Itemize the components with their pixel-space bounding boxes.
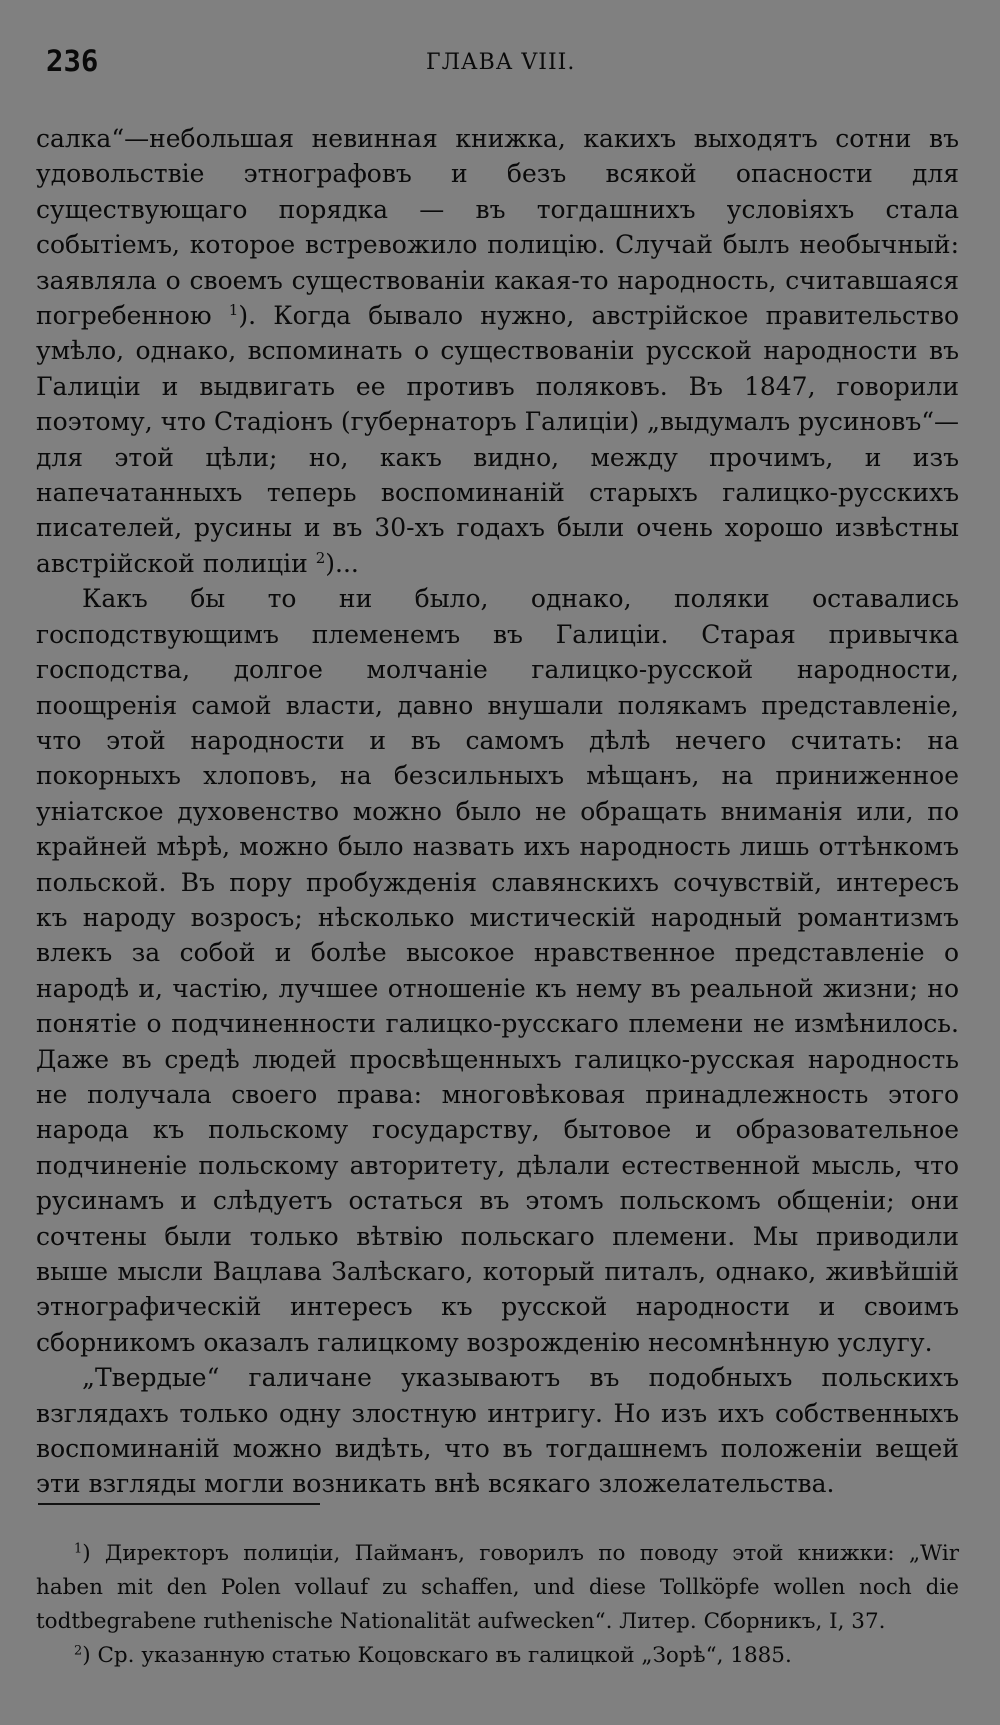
page-number: 236 — [46, 44, 99, 78]
footnote-ref-1-paren: ) — [238, 301, 249, 331]
paragraph-1-tail: . Когда бывало нужно, австрiйское правительство умѣло, однако, вспоминать о существованiи русской народности въ Галицiи и выдвигать ее противъ поляковъ. Въ 1847, говорили поэтому, что Стадiонъ (губернаторъ Галицiи) „выдумалъ русиновъ“—для этой цѣли; но, какъ видно, между прочимъ, и изъ напечатанныхъ теперь воспоминанiй старыхъ галицко-русскихъ писателей, русины и въ 30-хъ годахъ были очень хорошо извѣстны австрiйской полицiи — [36, 301, 959, 578]
footnote-1-paren: ) — [82, 1541, 105, 1566]
footnotes — [36, 1537, 959, 1673]
footnote-ref-1: 1 — [228, 301, 239, 320]
paragraph-1 — [36, 121, 959, 581]
page-header — [46, 44, 950, 84]
footnote-1 — [36, 1537, 959, 1639]
footnote-1-mark: 1 — [74, 1541, 83, 1557]
paragraph-3: „Твердые“ галичане указываютъ въ подобныхъ польскихъ взглядахъ только одну злостную интригу. Но изъ ихъ собственныхъ воспоминанiй можно видѣть, что въ тогдашнемъ положенiи вещей эти взгляды могли возникать внѣ всякаго зложелательства. — [36, 1363, 959, 1499]
body-text — [36, 121, 959, 1502]
footnote-2-mark: 2 — [74, 1643, 83, 1659]
footnote-ref-2: 2 — [315, 548, 326, 567]
paragraph-1-text: салка“—небольшая невинная книжка, какихъ выходятъ сотни въ удовольствiе этнографовъ и безъ всякой опасности для существующаго порядка — въ тогдашнихъ условiяхъ стала событiемъ, которое встревожило полицiю. Случай былъ необычный: заявляла о своемъ существованiи какая-то народность, считавшаяся погребенною — [36, 124, 959, 331]
footnote-2-paren: ) — [82, 1643, 98, 1668]
footnote-1-text: Директоръ полицiи, Пайманъ, говорилъ по поводу этой книжки: „Wir haben mit den Polen vollauf zu schaffen, und diese Tollköpfe wollen noch die todtbegrabene ruthenische Nationalität aufwecken“. Литер. Сборникъ, I, 37. — [36, 1541, 959, 1634]
paragraph-2: Какъ бы то ни было, однако, поляки оставались господствующимъ племенемъ въ Галицiи. Старая привычка господства, долгое молчанiе галицко-русской народности, поощренiя самой власти, давно внушали полякамъ представленiе, что этой народности и въ самомъ дѣлѣ нечего считать: на покорныхъ хлоповъ, на безсильныхъ мѣщанъ, на приниженное унiатское духовенство можно было не обращать вниманiя или, по крайней мѣрѣ, можно было назвать ихъ народность лишь оттѣнкомъ польской. Въ пору пробужденiя славянскихъ сочувствiй, интересъ къ народу возросъ; нѣсколько мистическiй народный романтизмъ влекъ за собой и болѣе высокое нравственное представленiе о народѣ и, частiю, лучшее отношенiе къ нему въ реальной жизни; но понятiе о подчиненности галицко-русскаго племени не измѣнилось. Даже въ средѣ людей просвѣщенныхъ галицко-русская народность не получала своего права: многовѣковая принадлежность этого народа къ польскому государству, бытовое и образовательное подчиненiе польскому авторитету, дѣлали естественной мысль, что русинамъ и слѣдуетъ остаться въ этомъ польскомъ общенiи; они сочтены были только вѣтвiю польскаго племени. Мы приводили выше мысли Вацлава Залѣскаго, который питалъ, однако, живѣйшiй этнографическiй интересъ къ русской народности и своимъ сборникомъ оказалъ галицкому возрожденiю несомнѣнную услугу. — [36, 584, 959, 1357]
running-head: ГЛАВА VIII. — [426, 50, 576, 75]
footnote-ref-2-paren: ) — [325, 548, 336, 578]
footnote-separator — [38, 1503, 320, 1505]
paragraph-1-tail2: ... — [335, 548, 359, 578]
footnote-2-text: Ср. указанную статью Коцовскаго въ галицкой „Зорѣ“, 1885. — [97, 1643, 792, 1668]
footnote-2 — [36, 1639, 959, 1673]
